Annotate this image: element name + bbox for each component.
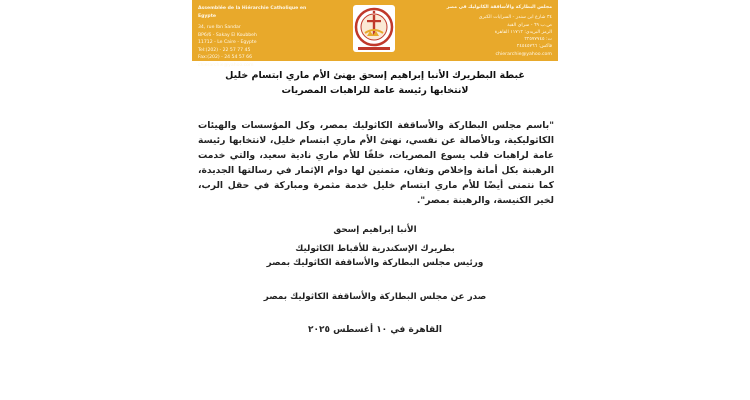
hierarchy-logo-icon	[349, 3, 399, 58]
body-paragraph: "باسم مجلس البطاركة والأساقفة الكاثوليك بمصر، وكل المؤسسات والهيئات الكاثوليكية، وبالأصالة عن نفسي، نهنئ الأم ماري ابتسام خليل، لانتخابها رئيسة عامة لراهبات قلب يسوع المصريات، خلفًا للأم ماري نادية سعيد، والتي خدمت الرهبنة بكل أمانة وإخلاص وتفان، متمنين لها دوام الإثمار في رسالتها الجديدة، كما نتمنى أيضًا للأم ماري ابتسام خليل خدمة مثمرة ومباركة في حقل الرب، لخير الكنيسة، والرهبنة بمصر".	[198, 120, 554, 206]
org-name-french: Assemblée de la Hiérarchie Catholique en Egypte	[198, 6, 307, 19]
date-line: القاهرة في ١٠ أغسطس ٢٠٢٥	[308, 325, 442, 335]
address-line: ص.ب ٦٩ - سراي القبة	[507, 22, 552, 28]
signature-block	[192, 223, 558, 270]
document-title	[192, 68, 558, 98]
address-line: ٣٤ شارع ابن سندر - السرايات الكبرى	[478, 15, 552, 21]
signatory-name: الأنبا إبراهيم إسحق	[333, 225, 417, 235]
title-line-1: غبطة البطريرك الأنبا إبراهيم إسحق يهنئ الأم ماري ابتسام خليل	[225, 70, 525, 81]
signatory-title-1: بطريرك الإسكندرية للأقباط الكاثوليك	[295, 244, 455, 254]
address-line: 11712 - Le Caire - Egypte	[198, 40, 257, 45]
letterhead-french-address	[198, 5, 308, 69]
email-line: chierarchie@yahoo.com	[198, 62, 254, 68]
phone-line: Tel:(202) - 22 57 77 45	[198, 47, 251, 53]
address-line: BP6/6 - Sakay El Koubbeh	[198, 32, 257, 38]
fax-line: فاكس: ٢٤٥٤٥٧٦٦	[516, 44, 552, 50]
signatory-title-2: ورئيس مجلس البطاركة والأساقفة الكاثوليك بمصر	[266, 258, 484, 268]
fax-line: Fax:(202) - 24 54 57 66	[198, 55, 252, 60]
title-line-2: لانتخابها رئيسة عامة للراهبات المصريات	[281, 85, 469, 96]
address-line: الرمز البريدي: ١١٧١٢ القاهرة	[494, 29, 552, 35]
org-name-arabic: مجلس البطاركة والأساقفة الكاثوليك في مصر	[446, 5, 552, 10]
letterhead	[192, 0, 558, 68]
issued-by-line: صدر عن مجلس البطاركة والأساقفة الكاثوليك بمصر	[263, 292, 487, 302]
address-line: 34, rue Ibn Sandar	[198, 25, 241, 30]
phone-line: ت: ٢٢٥٧٧٧٤٥	[524, 37, 552, 43]
email-line: chierarchie@yahoo.com	[495, 51, 552, 57]
letterhead-arabic-address	[440, 4, 552, 58]
letter-page	[192, 0, 558, 400]
